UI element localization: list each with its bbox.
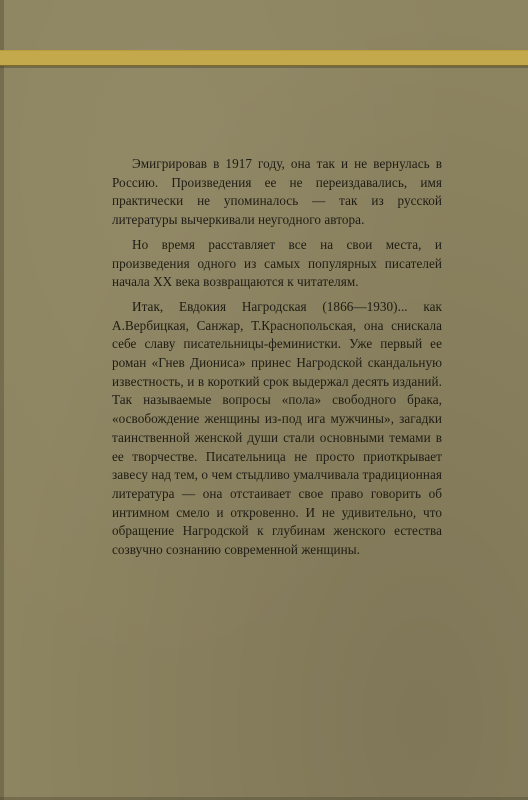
decorative-stripe <box>0 50 528 66</box>
paragraph-emigration: Эмигрировав в 1917 году, она так и не вернулась в Россию. Произведения ее не переиздавались, имя практически не упоминалось — так из русской литературы вычеркивали неугодного автора. <box>112 156 442 228</box>
paragraph-about-author: Итак, Евдокия Нагродская (1866—1930)... как А.Вербицкая, Санжар, Т.Краснопольская, она снискала себе славу писательницы-феминистки. Уже первый ее роман «Гнев Диониса» принес Нагродской скандальную известность, и в короткий срок выдержал десять изданий. Так называемые вопросы «пола» свободного брака, «освобождение женщины из-под ига мужчины», загадки таинственной женской души стали основными темами в ее творчестве. Писательница не просто приоткрывает завесу над тем, о чем стыдливо умалчивала традиционная литература — она отстаивает свое право говорить об интимном смело и откровенно. И не удивительно, что обращение Нагродской к глубинам женского естества созвучно сознанию современной женщины. <box>112 298 442 558</box>
annotation-text <box>112 155 442 560</box>
stripe-shadow <box>0 65 528 68</box>
cover-left-edge <box>0 0 4 800</box>
paragraph-return: Но время расставляет все на свои места, и произведения одного из самых популярных писателей начала XX века возвращаются к читателям. <box>112 236 442 290</box>
